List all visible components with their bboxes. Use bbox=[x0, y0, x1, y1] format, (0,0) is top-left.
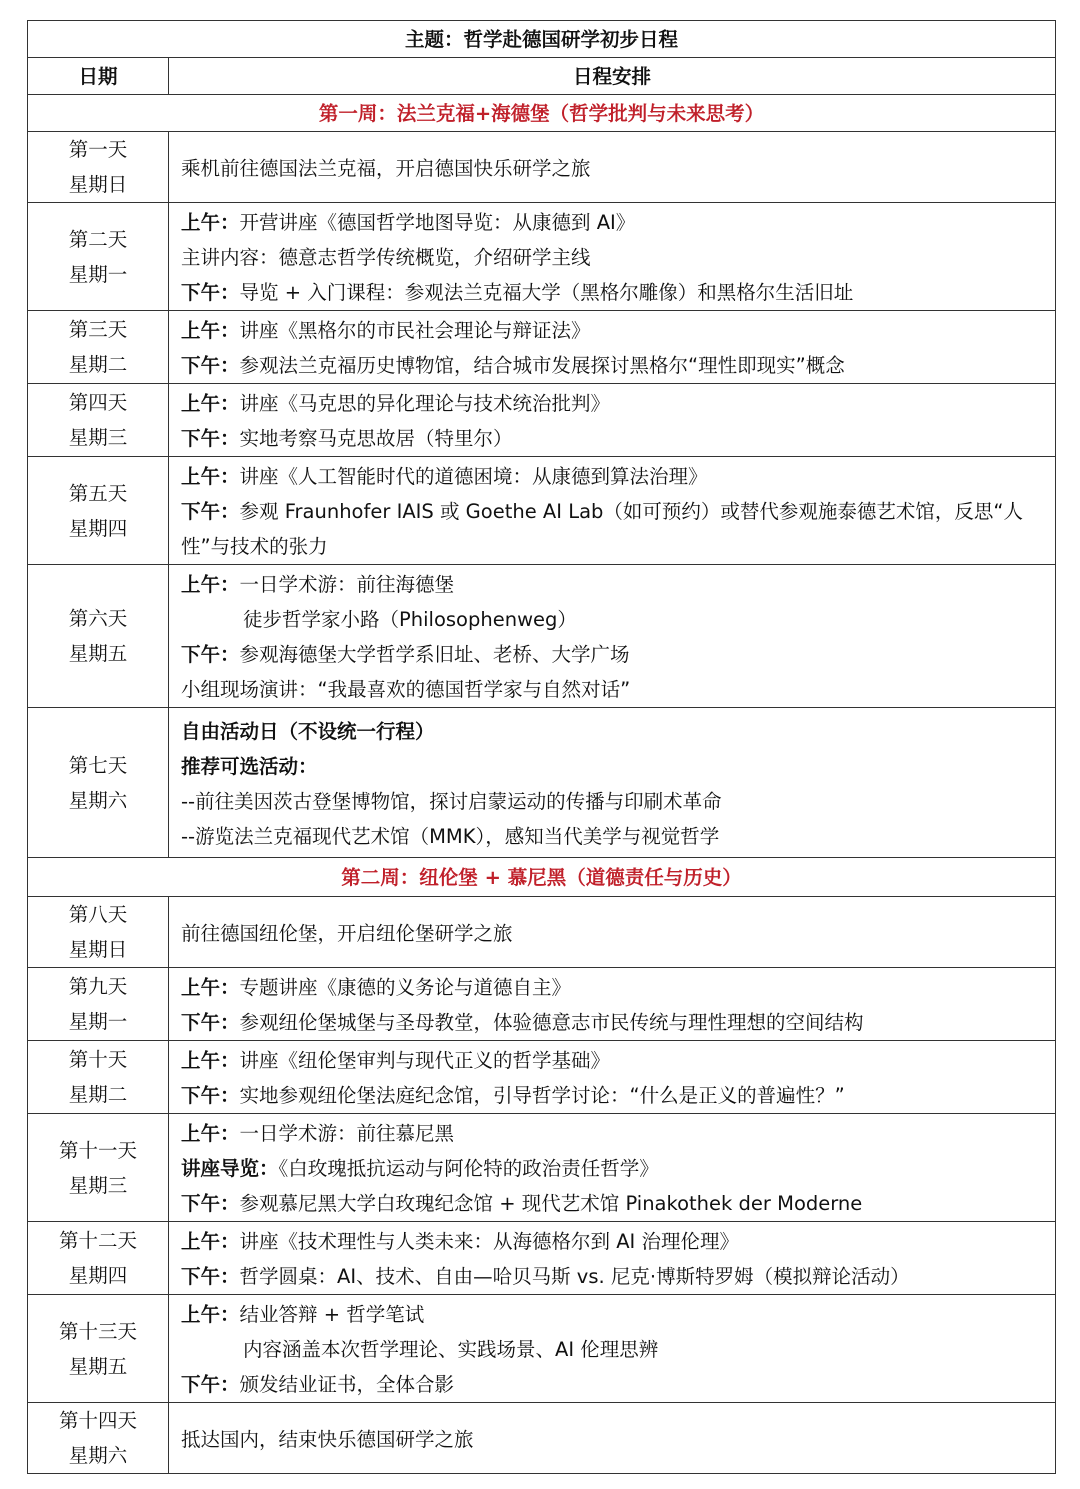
day-number: 第十天 bbox=[68, 1048, 128, 1071]
schedule-line bbox=[181, 1224, 1043, 1259]
schedule-text: 讲座《黑格尔的市民社会理论与辩证法》 bbox=[239, 319, 591, 342]
weekday: 星期一 bbox=[68, 1010, 128, 1033]
weekday: 星期二 bbox=[68, 353, 128, 376]
day-cell bbox=[28, 897, 169, 968]
day-number: 第十二天 bbox=[58, 1229, 137, 1252]
schedule-line bbox=[181, 916, 1043, 951]
schedule-text: --游览法兰克福现代艺术馆（MMK），感知当代美学与视觉哲学 bbox=[181, 824, 720, 848]
schedule-line bbox=[181, 1186, 1043, 1221]
schedule-line bbox=[181, 1332, 1043, 1367]
schedule-text: 参观海德堡大学哲学系旧址、老桥、大学广场 bbox=[239, 643, 630, 666]
day-cell bbox=[28, 384, 169, 457]
table-row bbox=[28, 897, 1056, 968]
schedule-label: 自由活动日（不设统一行程） bbox=[181, 719, 435, 743]
weekday: 星期四 bbox=[68, 1264, 128, 1287]
schedule-line bbox=[181, 970, 1043, 1005]
schedule-line bbox=[181, 1297, 1043, 1332]
day-cell bbox=[28, 565, 169, 708]
schedule-line bbox=[181, 459, 1043, 494]
table-row bbox=[28, 1295, 1056, 1403]
schedule-label: 上午： bbox=[181, 976, 240, 999]
schedule-text: 抵达国内，结束快乐德国研学之旅 bbox=[181, 1427, 474, 1451]
schedule-label: 下午： bbox=[181, 500, 240, 523]
schedule-label: 讲座导览： bbox=[181, 1157, 279, 1180]
schedule-label: 下午： bbox=[181, 643, 240, 666]
table-row bbox=[28, 1403, 1056, 1474]
schedule-line bbox=[181, 151, 1043, 186]
schedule-line bbox=[181, 602, 1043, 637]
day-cell bbox=[28, 968, 169, 1041]
schedule-line bbox=[181, 1259, 1043, 1294]
weekday: 星期五 bbox=[68, 642, 128, 665]
schedule-label: 上午： bbox=[181, 319, 240, 342]
table-row bbox=[28, 311, 1056, 384]
table-row bbox=[28, 968, 1056, 1041]
weekday: 星期六 bbox=[68, 1444, 128, 1467]
schedule-text: 参观慕尼黑大学白玫瑰纪念馆 + 现代艺术馆 Pinakothek der Moderne bbox=[239, 1192, 863, 1215]
schedule-cell bbox=[169, 1114, 1056, 1222]
weekday: 星期日 bbox=[68, 938, 128, 961]
schedule-text: 《白玫瑰抵抗运动与阿伦特的政治责任哲学》 bbox=[278, 1157, 659, 1180]
schedule-line bbox=[181, 672, 1043, 707]
schedule-label: 下午： bbox=[181, 1373, 240, 1396]
schedule-text: 前往德国纽伦堡，开启纽伦堡研学之旅 bbox=[181, 921, 513, 945]
schedule-text: 实地考察马克思故居（特里尔） bbox=[239, 427, 513, 450]
schedule-label: 下午： bbox=[181, 1192, 240, 1215]
schedule-text: 开营讲座《德国哲学地图导览：从康德到 AI》 bbox=[239, 211, 636, 234]
schedule-cell bbox=[169, 565, 1056, 708]
table-row bbox=[28, 565, 1056, 708]
table-row bbox=[28, 203, 1056, 311]
schedule-cell bbox=[169, 1041, 1056, 1114]
schedule-line bbox=[181, 784, 1043, 819]
schedule-label: 上午： bbox=[181, 1303, 240, 1326]
table-row bbox=[28, 132, 1056, 203]
weekday: 星期五 bbox=[68, 1354, 128, 1378]
schedule-text: --前往美因茨古登堡博物馆，探讨启蒙运动的传播与印刷术革命 bbox=[181, 789, 722, 813]
schedule-text: 参观 Fraunhofer IAIS 或 Goethe AI Lab（如可预约）或替代参观施泰德艺术馆，反思“人性”与技术的张力 bbox=[181, 500, 1024, 558]
day-number: 第十三天 bbox=[58, 1319, 137, 1343]
day-cell bbox=[28, 1114, 169, 1222]
schedule-text: 讲座《人工智能时代的道德困境：从康德到算法治理》 bbox=[239, 465, 708, 488]
schedule-label: 上午： bbox=[181, 465, 240, 488]
schedule-line bbox=[181, 240, 1043, 275]
schedule-text: 一日学术游：前往海德堡 bbox=[239, 573, 455, 596]
week-heading: 第二周：纽伦堡 + 慕尼黑（道德责任与历史） bbox=[28, 858, 1056, 897]
schedule-line bbox=[181, 1116, 1043, 1151]
schedule-cell bbox=[169, 708, 1056, 858]
schedule-cell bbox=[169, 384, 1056, 457]
schedule-text: 颁发结业证书，全体合影 bbox=[239, 1373, 455, 1396]
day-number: 第五天 bbox=[68, 481, 128, 505]
weekday: 星期日 bbox=[68, 173, 128, 196]
day-number: 第一天 bbox=[68, 138, 128, 161]
schedule-line bbox=[181, 1151, 1043, 1186]
schedule-label: 上午： bbox=[181, 1230, 240, 1253]
schedule-label: 下午： bbox=[181, 1084, 240, 1107]
schedule-label: 上午： bbox=[181, 1122, 240, 1145]
schedule-line bbox=[181, 275, 1043, 310]
table-row bbox=[28, 1114, 1056, 1222]
day-number: 第十一天 bbox=[58, 1138, 137, 1162]
schedule-label: 上午： bbox=[181, 573, 240, 596]
table-row bbox=[28, 708, 1056, 858]
schedule-line bbox=[181, 1422, 1043, 1457]
week-row bbox=[28, 858, 1056, 897]
weekday: 星期三 bbox=[68, 426, 128, 449]
schedule-text: 导览 + 入门课程：参观法兰克福大学（黑格尔雕像）和黑格尔生活旧址 bbox=[239, 281, 854, 304]
day-cell bbox=[28, 132, 169, 203]
schedule-label: 推荐可选活动： bbox=[181, 754, 318, 778]
schedule-cell bbox=[169, 897, 1056, 968]
schedule-cell bbox=[169, 203, 1056, 311]
day-cell bbox=[28, 708, 169, 858]
day-number: 第七天 bbox=[68, 753, 128, 777]
schedule-label: 上午： bbox=[181, 1049, 240, 1072]
schedule-label: 下午： bbox=[181, 427, 240, 450]
week-heading: 第一周：法兰克福+海德堡（哲学批判与未来思考） bbox=[28, 95, 1056, 132]
header-date: 日期 bbox=[28, 58, 169, 95]
table-row bbox=[28, 384, 1056, 457]
day-number: 第二天 bbox=[68, 227, 128, 251]
schedule-cell bbox=[169, 1403, 1056, 1474]
title-row bbox=[28, 21, 1056, 58]
week-row bbox=[28, 95, 1056, 132]
day-number: 第八天 bbox=[68, 903, 128, 926]
day-number: 第十四天 bbox=[58, 1409, 137, 1432]
schedule-text: 专题讲座《康德的义务论与道德自主》 bbox=[239, 976, 572, 999]
schedule-line bbox=[181, 1043, 1043, 1078]
schedule-text: 主讲内容：德意志哲学传统概览，介绍研学主线 bbox=[181, 246, 591, 269]
schedule-text: 参观纽伦堡城堡与圣母教堂，体验德意志市民传统与理性理想的空间结构 bbox=[239, 1011, 864, 1034]
day-cell bbox=[28, 1403, 169, 1474]
schedule-line bbox=[181, 637, 1043, 672]
schedule-line bbox=[181, 205, 1043, 240]
schedule-label: 下午： bbox=[181, 281, 240, 304]
day-number: 第三天 bbox=[68, 318, 128, 341]
weekday: 星期一 bbox=[68, 262, 128, 286]
table-row bbox=[28, 1222, 1056, 1295]
schedule-text: 一日学术游：前往慕尼黑 bbox=[239, 1122, 455, 1145]
schedule-line bbox=[181, 819, 1043, 854]
day-cell bbox=[28, 1041, 169, 1114]
weekday: 星期六 bbox=[68, 788, 128, 812]
day-cell bbox=[28, 203, 169, 311]
schedule-text: 内容涵盖本次哲学理论、实践场景、AI 伦理思辨 bbox=[243, 1338, 659, 1361]
schedule-text: 乘机前往德国法兰克福，开启德国快乐研学之旅 bbox=[181, 156, 591, 180]
schedule-cell bbox=[169, 132, 1056, 203]
schedule-line bbox=[181, 313, 1043, 348]
schedule-line bbox=[181, 386, 1043, 421]
table-row bbox=[28, 457, 1056, 565]
day-cell bbox=[28, 1295, 169, 1403]
schedule-line bbox=[181, 348, 1043, 383]
day-number: 第九天 bbox=[68, 975, 128, 998]
day-number: 第四天 bbox=[68, 391, 128, 414]
day-cell bbox=[28, 311, 169, 384]
schedule-line bbox=[181, 1078, 1043, 1113]
schedule-label: 下午： bbox=[181, 1011, 240, 1034]
weekday: 星期二 bbox=[68, 1083, 128, 1106]
day-cell bbox=[28, 457, 169, 565]
schedule-text: 参观法兰克福历史博物馆，结合城市发展探讨黑格尔“理性即现实”概念 bbox=[239, 354, 845, 377]
schedule-label: 下午： bbox=[181, 1265, 240, 1288]
table-title: 主题：哲学赴德国研学初步日程 bbox=[28, 21, 1056, 58]
schedule-line bbox=[181, 421, 1043, 456]
schedule-cell bbox=[169, 1222, 1056, 1295]
weekday: 星期三 bbox=[68, 1173, 128, 1197]
schedule-cell bbox=[169, 968, 1056, 1041]
schedule-cell bbox=[169, 311, 1056, 384]
schedule-line bbox=[181, 494, 1043, 564]
schedule-cell bbox=[169, 1295, 1056, 1403]
schedule-label: 上午： bbox=[181, 211, 240, 234]
schedule-text: 讲座《纽伦堡审判与现代正义的哲学基础》 bbox=[239, 1049, 611, 1072]
schedule-text: 讲座《马克思的异化理论与技术统治批判》 bbox=[239, 392, 611, 415]
schedule-text: 讲座《技术理性与人类未来：从海德格尔到 AI 治理伦理》 bbox=[239, 1230, 740, 1253]
schedule-table bbox=[27, 20, 1056, 1474]
schedule-text: 结业答辩 + 哲学笔试 bbox=[239, 1303, 425, 1326]
header-row bbox=[28, 58, 1056, 95]
schedule-text: 哲学圆桌：AI、技术、自由—哈贝马斯 vs. 尼克·博斯特罗姆（模拟辩论活动） bbox=[239, 1265, 910, 1288]
schedule-line bbox=[181, 1367, 1043, 1402]
schedule-text: 小组现场演讲：“我最喜欢的德国哲学家与自然对话” bbox=[181, 678, 631, 701]
schedule-line bbox=[181, 714, 1043, 749]
schedule-label: 下午： bbox=[181, 354, 240, 377]
schedule-line bbox=[181, 1005, 1043, 1040]
schedule-cell bbox=[169, 457, 1056, 565]
schedule-line bbox=[181, 567, 1043, 602]
table-row bbox=[28, 1041, 1056, 1114]
schedule-line bbox=[181, 749, 1043, 784]
schedule-text: 徒步哲学家小路（Philosophenweg） bbox=[243, 608, 577, 631]
header-schedule: 日程安排 bbox=[169, 58, 1056, 95]
schedule-text: 实地参观纽伦堡法庭纪念馆，引导哲学讨论：“什么是正义的普遍性？” bbox=[239, 1084, 845, 1107]
schedule-sheet bbox=[27, 20, 1055, 1474]
schedule-label: 上午： bbox=[181, 392, 240, 415]
weekday: 星期四 bbox=[68, 516, 128, 540]
day-number: 第六天 bbox=[68, 607, 128, 630]
day-cell bbox=[28, 1222, 169, 1295]
